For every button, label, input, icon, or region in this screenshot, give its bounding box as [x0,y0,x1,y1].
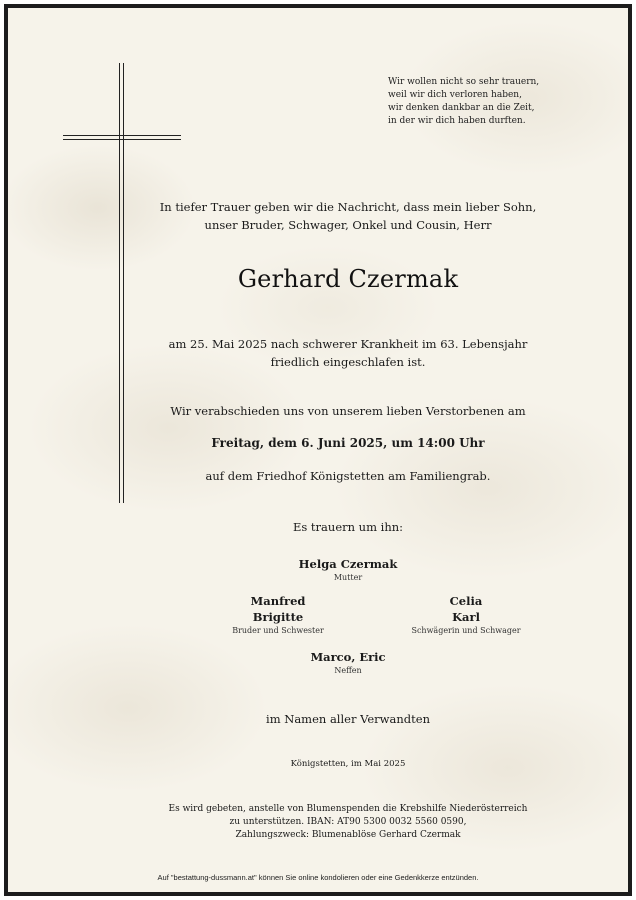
intro-line: In tiefer Trauer geben wir die Nachricht, dass mein lieber Sohn, [159,200,537,214]
mourner-name: Helga Czermak [298,557,398,571]
mourner-nephews [128,649,568,676]
mourner-relation: Neffen [334,666,362,675]
poem-line: wir denken dankbar an die Zeit, [388,103,535,113]
deceased-name: Gerhard Czermak [237,265,459,293]
intro-text [128,198,568,234]
intro-line: unser Bruder, Schwager, Onkel und Cousin, Herr [204,218,492,232]
death-notice [128,335,568,371]
mourners-heading: Es trauern um ihn: [292,520,404,534]
poem-line: in der wir dich haben durften. [388,116,526,126]
condolence-footer: Auf "bestattung-dussmann.at" können Sie online kondolieren oder eine Gedenkkerze entzünden. [157,873,479,882]
cross-vertical-beam [119,63,124,503]
poem-line: weil wir dich verloren haben, [388,90,522,100]
memorial-poem [388,76,608,128]
mourner-relation: Schwägerin und Schwager [411,626,521,635]
mourner-name: Karl [452,610,480,624]
death-notice-line: am 25. Mai 2025 nach schwerer Krankheit im 63. Lebensjahr [168,337,528,351]
funeral-place: auf dem Friedhof Königstetten am Familiengrab. [205,469,491,483]
mourner-mother [128,556,568,583]
death-notice-line: friedlich eingeschlafen ist. [270,355,426,369]
funeral-date: Freitag, dem 6. Juni 2025, um 14:00 Uhr [211,436,485,450]
donation-line: Zahlungszweck: Blumenablöse Gerhard Czermak [235,830,461,840]
obituary-frame [4,4,632,896]
mourner-in-laws [396,593,536,636]
mourner-name: Manfred [250,594,306,608]
mourner-relation: Mutter [333,573,363,582]
on-behalf-text: im Namen aller Verwandten [266,712,430,726]
farewell-text: Wir verabschieden uns von unserem lieben Verstorbenen am [170,404,526,418]
mourner-name: Marco, Eric [310,650,386,664]
donation-request [128,803,568,842]
mourner-name: Celia [449,594,483,608]
mourner-siblings [208,593,348,636]
mourner-relation: Bruder und Schwester [232,626,324,635]
donation-line: zu unterstützen. IBAN: AT90 5300 0032 5560 0590, [229,817,467,827]
poem-line: Wir wollen nicht so sehr trauern, [388,77,540,87]
mourner-name: Brigitte [252,610,304,624]
donation-line: Es wird gebeten, anstelle von Blumenspenden die Krebshilfe Niederösterreich [168,804,528,814]
cross-horizontal-beam [63,135,181,140]
place-date: Königstetten, im Mai 2025 [290,759,406,769]
